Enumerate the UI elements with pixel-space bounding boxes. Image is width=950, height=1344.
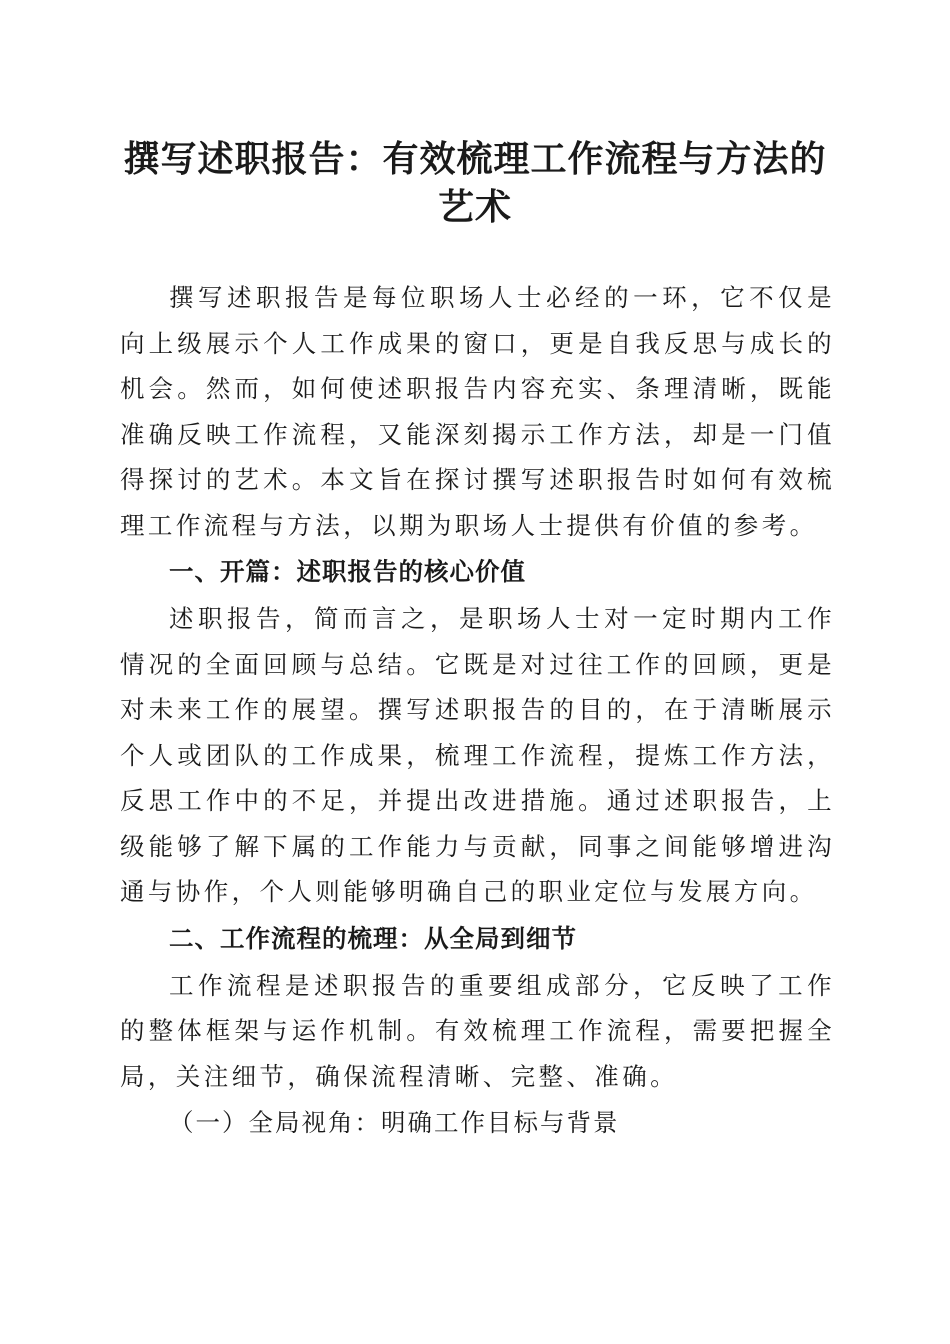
section-paragraph-1: 述职报告，简而言之，是职场人士对一定时期内工作情况的全面回顾与总结。它既是对过往工作的回顾，更是对未来工作的展望。撰写述职报告的目的，在于清晰展示个人或团队的工作成果，梳理工作流程，提炼工作方法，反思工作中的不足，并提出改进措施。通过述职报告，上级能够了解下属的工作能力与贡献，同事之间能够增进沟通与协作，个人则能够明确自己的职业定位与发展方向。: [120, 604, 835, 906]
document-body: [120, 275, 835, 1147]
section-heading-2: 二、工作流程的梳理：从全局到细节: [169, 923, 577, 953]
subsection-heading: （一）全局视角：明确工作目标与背景: [169, 1108, 620, 1137]
intro-paragraph: 撰写述职报告是每位职场人士必经的一环，它不仅是向上级展示个人工作成果的窗口，更是自我反思与成长的机会。然而，如何使述职报告内容充实、条理清晰，既能准确反映工作流程，又能深刻揭示工作方法，却是一门值得探讨的艺术。本文旨在探讨撰写述职报告时如何有效梳理工作流程与方法，以期为职场人士提供有价值的参考。: [120, 283, 835, 540]
section-paragraph-2: 工作流程是述职报告的重要组成部分，它反映了工作的整体框架与运作机制。有效梳理工作流程，需要把握全局，关注细节，确保流程清晰、完整、准确。: [120, 970, 835, 1091]
section-heading-1: 一、开篇：述职报告的核心价值: [169, 557, 526, 586]
document-title: 撰写述职报告：有效梳理工作流程与方法的艺术: [123, 138, 827, 228]
